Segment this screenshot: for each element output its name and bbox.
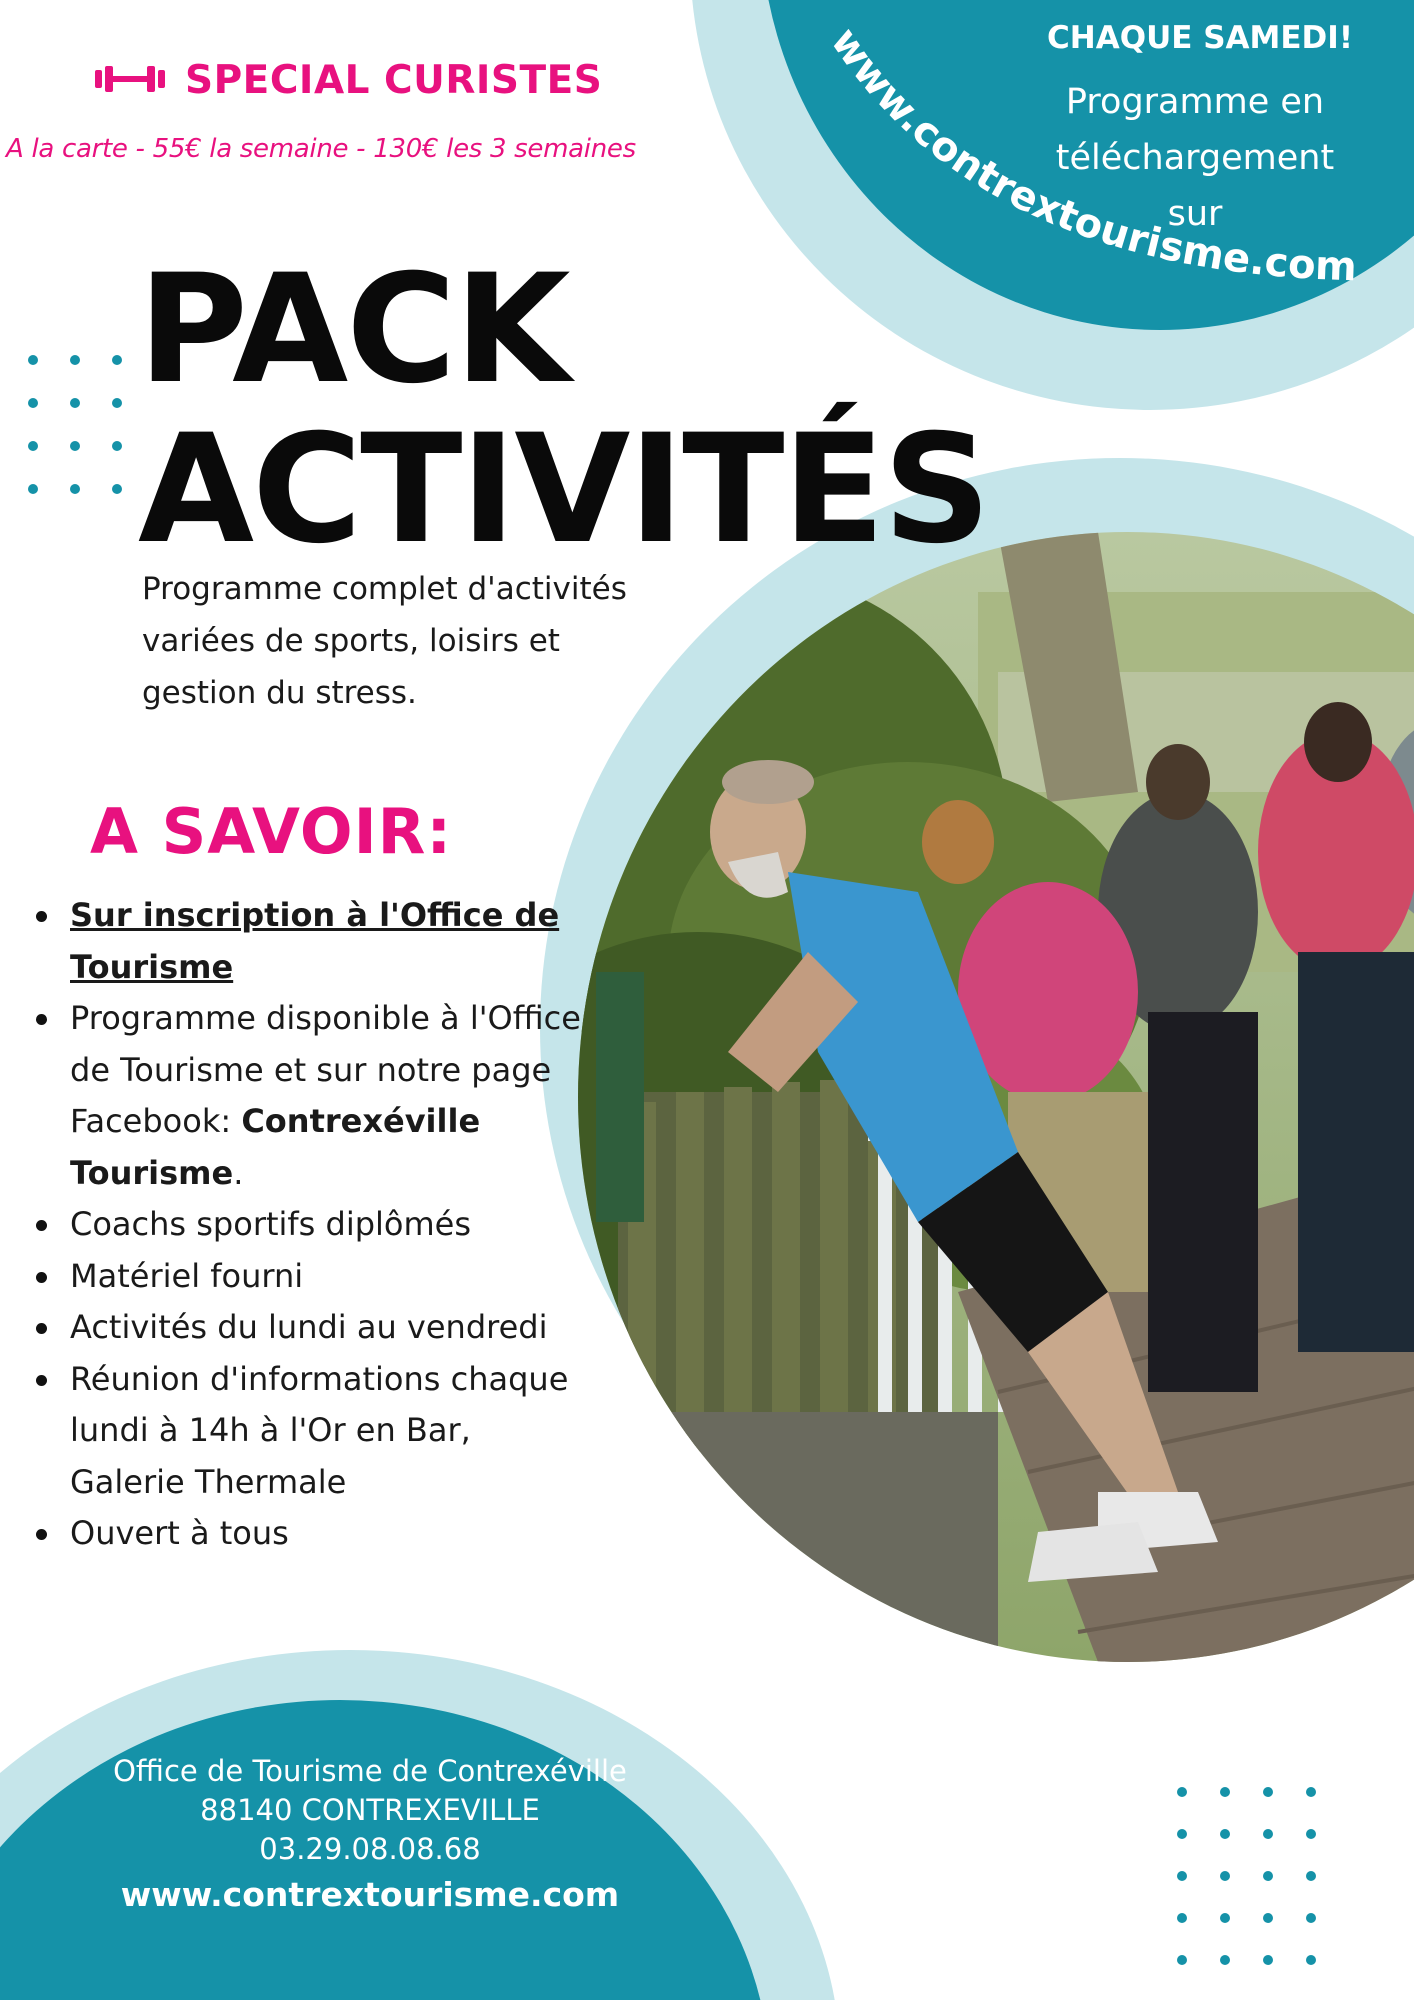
- facebook-page-name: Contrexéville Tourisme: [70, 1102, 481, 1192]
- dot-grid-left: [28, 355, 122, 494]
- footer-contact: [40, 1752, 700, 1914]
- program-download-line: téléchargement: [1055, 138, 1335, 178]
- intro-line: Programme complet d'activités: [142, 571, 627, 607]
- every-saturday-label: CHAQUE SAMEDI!: [1047, 20, 1353, 56]
- title-line-activites: ACTIVITÉS: [138, 403, 990, 577]
- office-address: 88140 CONTREXEVILLE: [200, 1793, 540, 1827]
- page-title: [138, 243, 990, 577]
- program-download-line: sur: [1167, 194, 1223, 234]
- info-list: [30, 890, 590, 1560]
- special-curistes-title: SPECIAL CURISTES: [185, 58, 603, 103]
- price-line: A la carte - 55€ la semaine - 130€ les 3 semaines: [6, 134, 636, 164]
- list-item: Réunion d'informations chaque lundi à 14h à l'Or en Bar, Galerie Thermale: [30, 1354, 590, 1509]
- programme-text: Programme disponible à l'Office de Tourisme et sur notre page Facebook:: [70, 999, 581, 1140]
- curved-website-text[interactable]: www.contrextourisme.com: [821, 19, 1358, 291]
- list-item: Matériel fourni: [30, 1251, 590, 1303]
- program-download-line: Programme en: [1065, 82, 1325, 122]
- special-curistes-header: [95, 58, 602, 103]
- dumbbell-icon: [95, 64, 165, 98]
- dot-grid-right: [1177, 1787, 1316, 1965]
- office-name: Office de Tourisme de Contrexéville: [113, 1754, 627, 1788]
- footer-website-link[interactable]: www.contrextourisme.com: [120, 1875, 620, 1914]
- list-item: Coachs sportifs diplômés: [30, 1199, 590, 1251]
- intro-paragraph: [142, 563, 762, 719]
- list-item: [30, 890, 590, 993]
- office-phone[interactable]: 03.29.08.08.68: [259, 1832, 481, 1866]
- programme-period: .: [233, 1153, 244, 1192]
- intro-line: gestion du stress.: [142, 675, 417, 711]
- a-savoir-heading: A SAVOIR:: [90, 795, 453, 868]
- list-item: Activités du lundi au vendredi: [30, 1302, 590, 1354]
- list-item: [30, 993, 590, 1199]
- intro-line: variées de sports, loisirs et: [142, 623, 560, 659]
- list-item: Ouvert à tous: [30, 1508, 590, 1560]
- inscription-link[interactable]: Sur inscription à l'Office de Tourisme: [70, 896, 560, 986]
- title-line-pack: PACK: [138, 243, 569, 417]
